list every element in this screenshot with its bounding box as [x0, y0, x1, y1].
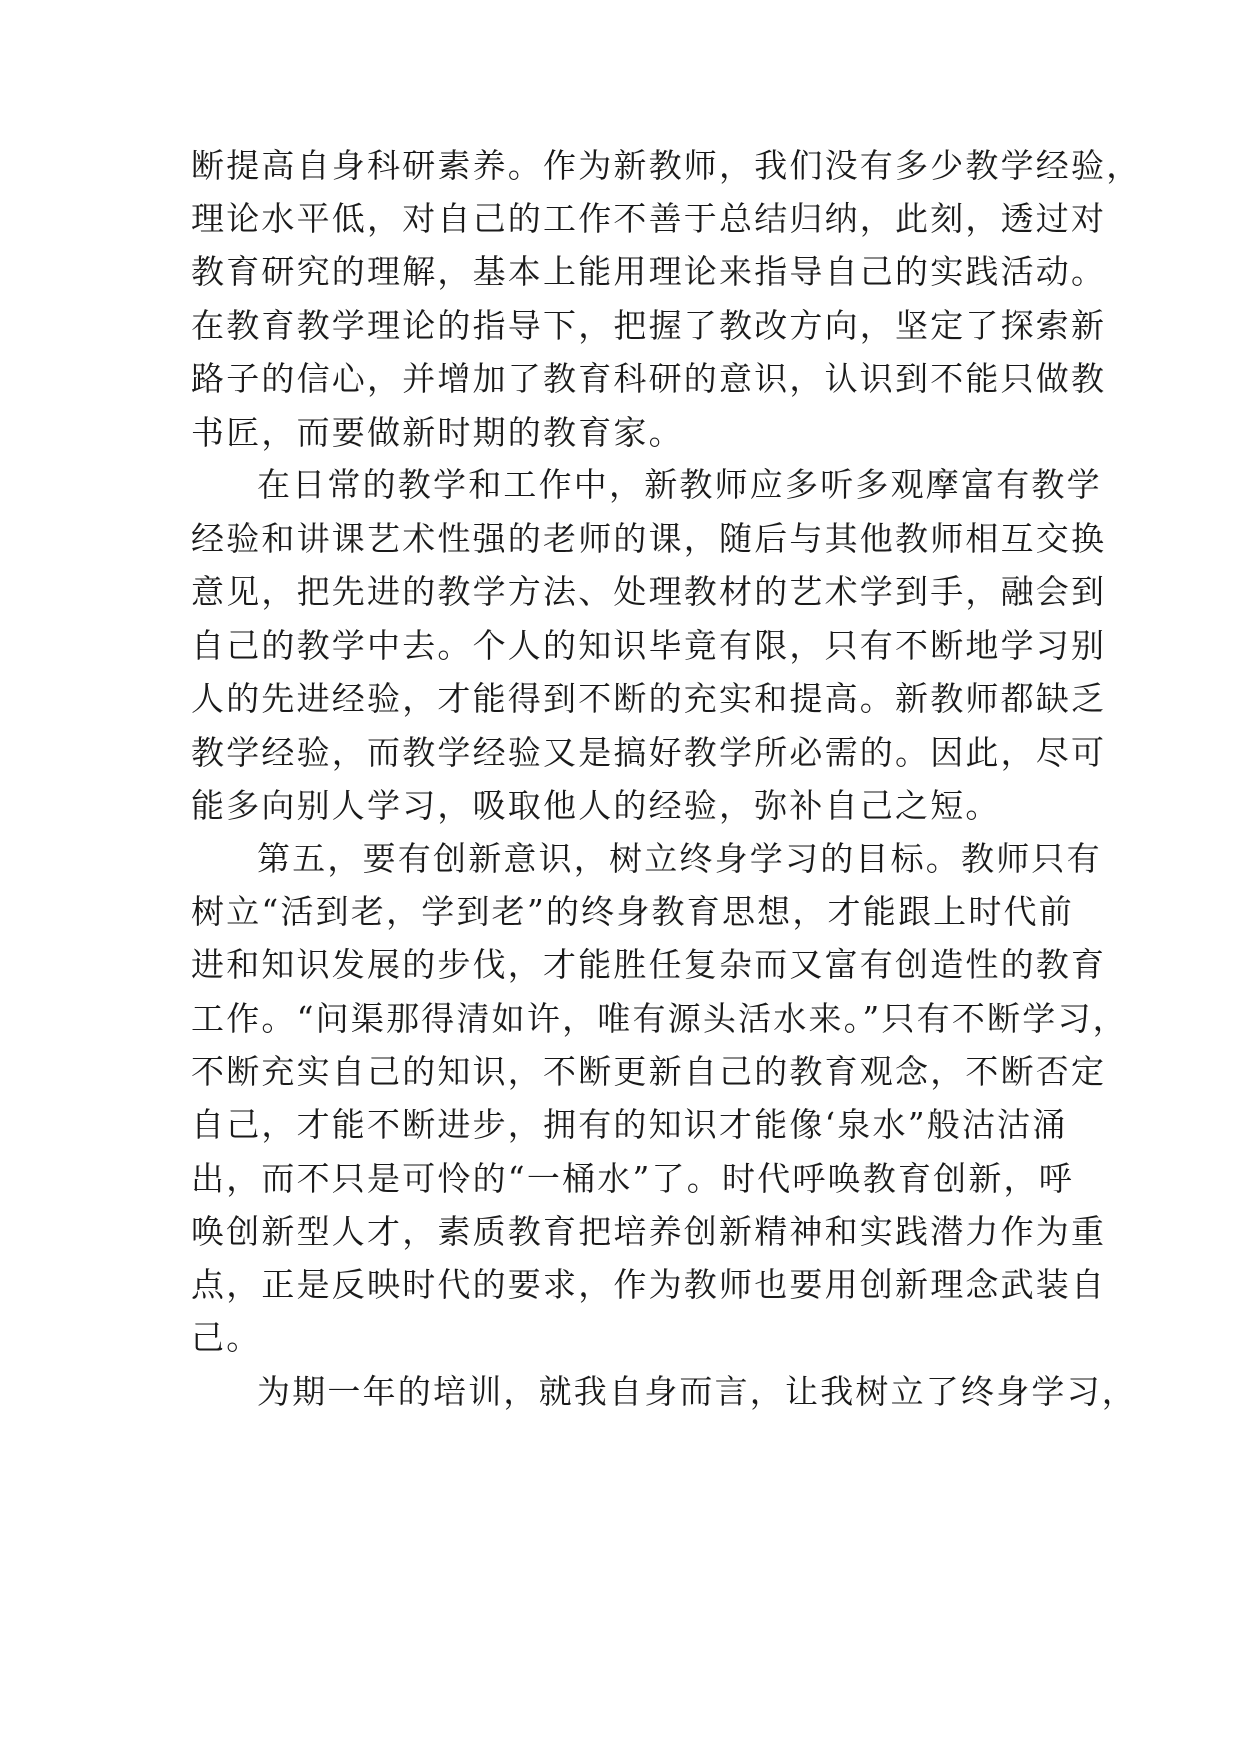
text-line: 唤创新型人才，素质教育把培养创新精神和实践潜力作为重 — [191, 1212, 1107, 1251]
text-line: 教育研究的理解，基本上能用理论来指导自己的实践活动。 — [191, 252, 1107, 291]
text-line: 自己，才能不断进步，拥有的知识才能像‘泉水”般沽沽涌 — [191, 1105, 1068, 1144]
paragraph-first-line: 第五，要有创新意识，树立终身学习的目标。教师只有 — [257, 839, 1102, 878]
text-line: 教学经验，而教学经验又是搞好教学所必需的。因此，尽可 — [191, 733, 1107, 772]
text-line: 工作。“问渠那得清如许，唯有源头活水来。”只有不断学习， — [191, 999, 1128, 1038]
text-line: 路子的信心，并增加了教育科研的意识，认识到不能只做教 — [191, 359, 1107, 398]
text-line: 书匠，而要做新时期的教育家。 — [191, 413, 684, 452]
text-line: 树立“活到老，学到老”的终身教育思想，才能跟上时代前 — [191, 892, 1074, 931]
paragraph-first-line: 在日常的教学和工作中，新教师应多听多观摩富有教学 — [257, 465, 1102, 504]
text-line: 在教育教学理论的指导下，把握了教改方向，坚定了探索新 — [191, 306, 1107, 345]
text-line: 己。 — [191, 1318, 262, 1357]
text-line: 经验和讲课艺术性强的老师的课，随后与其他教师相互交换 — [191, 519, 1107, 558]
text-line: 出，而不只是可怜的“一桶水”了。时代呼唤教育创新，呼 — [191, 1159, 1074, 1198]
text-line: 意见，把先进的教学方法、处理教材的艺术学到手，融会到 — [191, 572, 1107, 611]
text-line: 能多向别人学习，吸取他人的经验，弥补自己之短。 — [191, 786, 1001, 825]
text-line: 不断充实自己的知识，不断更新自己的教育观念，不断否定 — [191, 1052, 1107, 1091]
text-line: 自己的教学中去。个人的知识毕竟有限，只有不断地学习别 — [191, 626, 1107, 665]
paragraph-first-line: 为期一年的培训，就我自身而言，让我树立了终身学习， — [257, 1372, 1137, 1411]
text-line: 断提高自身科研素养。作为新教师，我们没有多少教学经验， — [191, 146, 1142, 185]
text-line: 点，正是反映时代的要求，作为教师也要用创新理念武装自 — [191, 1265, 1107, 1304]
text-line: 进和知识发展的步伐，才能胜任复杂而又富有创造性的教育 — [191, 945, 1107, 984]
text-line: 理论水平低，对自己的工作不善于总结归纳，此刻，透过对 — [191, 199, 1107, 238]
text-line: 人的先进经验，才能得到不断的充实和提高。新教师都缺乏 — [191, 679, 1107, 718]
